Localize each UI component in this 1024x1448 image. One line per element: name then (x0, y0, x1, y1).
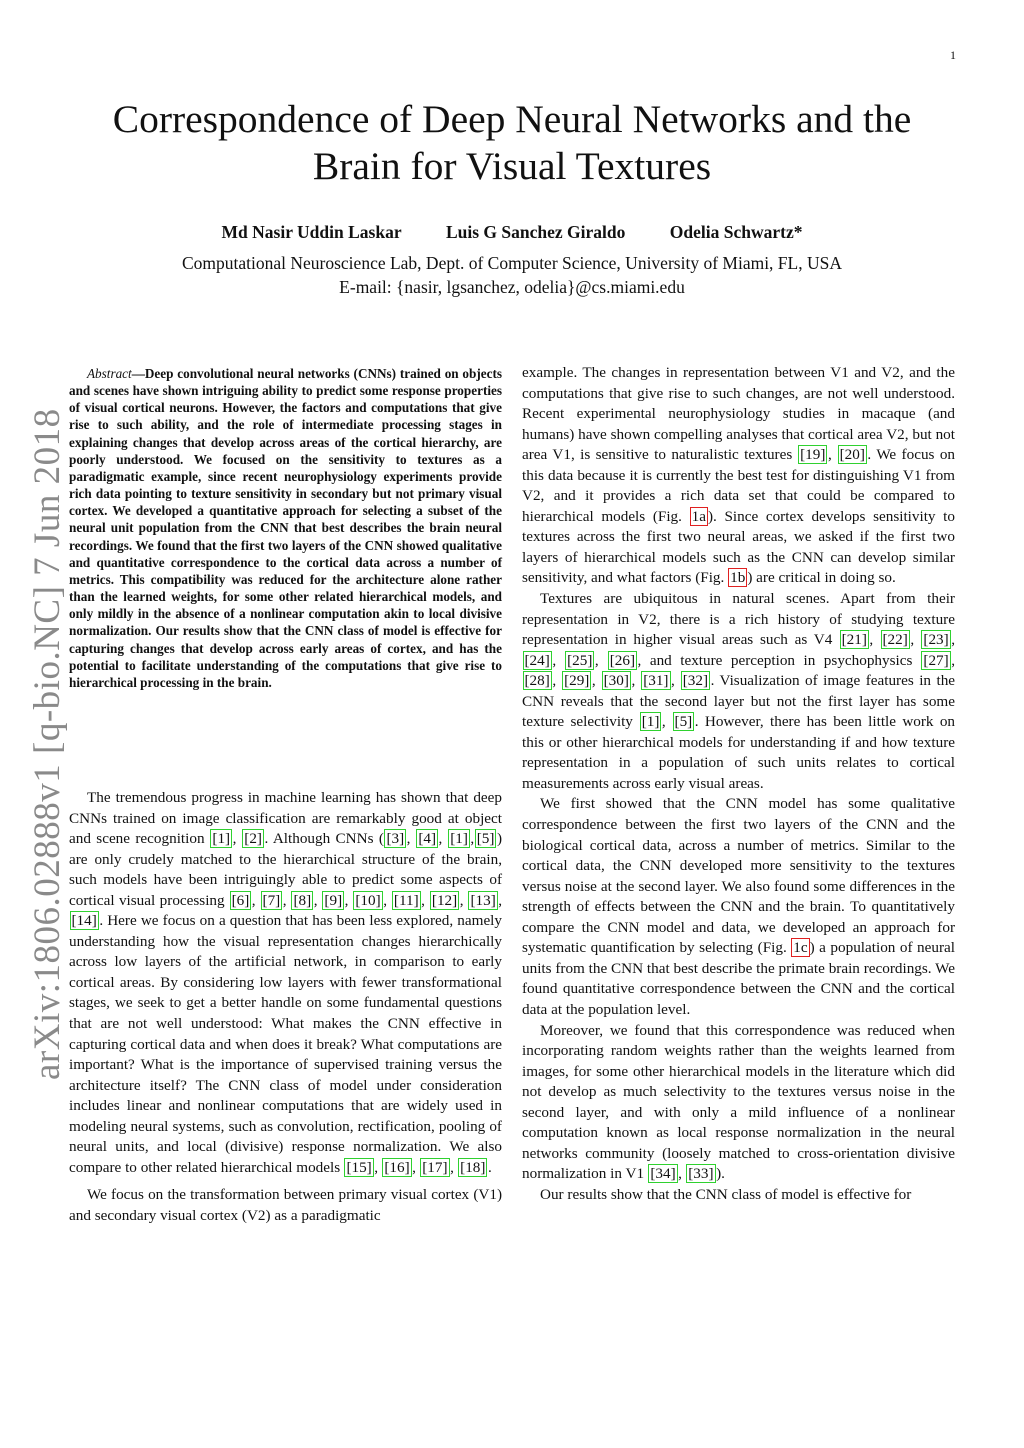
title-line-1: Correspondence of Deep Neural Networks and the (112, 97, 912, 141)
citation-link[interactable]: [32] (682, 672, 709, 690)
text-run: , (594, 651, 608, 669)
text-run: , (661, 713, 673, 731)
text-run: , (282, 891, 291, 909)
citation-link[interactable]: [20] (839, 446, 865, 464)
text-run: ). (716, 1165, 725, 1183)
figure-reference-link[interactable]: 1b (730, 569, 746, 587)
text-run: , (450, 1158, 458, 1176)
text-run: , (552, 672, 562, 690)
text-run: , (313, 891, 322, 909)
citation-link[interactable]: [7] (262, 891, 281, 909)
citation-link[interactable]: [29] (564, 672, 590, 690)
citation-link[interactable]: [33] (688, 1165, 714, 1183)
citation-link[interactable]: [5] (476, 830, 495, 848)
left-column-body (69, 788, 502, 1226)
text-run: . We focus on this data because it is currently the best test for distinguishing V1 from V2, and it provides a rich data set that could be compared to hierarchical models (Fig. (522, 446, 956, 525)
body-paragraph (522, 1185, 955, 1206)
citation-link[interactable]: [17] (422, 1158, 448, 1176)
citation-link[interactable]: [1] (450, 830, 468, 848)
citation-link[interactable]: [19] (800, 446, 826, 464)
body-paragraph (69, 788, 502, 1178)
text-run: , (498, 891, 503, 909)
citation-link[interactable]: [6] (231, 891, 250, 909)
figure-reference-link[interactable]: 1a (691, 507, 706, 525)
abstract-label: Abstract (87, 366, 132, 381)
citation-link[interactable]: [15] (346, 1158, 372, 1176)
text-run: , and texture perception in psychophysics (637, 651, 921, 669)
text-run: , (232, 830, 242, 848)
text-run: , (438, 830, 448, 848)
text-run: , (412, 1158, 420, 1176)
text-run: . Visualization of image features in the CNN reveals that the second layer but not the first layer has some texture selectivity (522, 672, 956, 731)
citation-link[interactable]: [13] (470, 891, 496, 909)
arxiv-identifier-text: arXiv:1806.02888v1 [q-bio.NC] 7 Jun 2018 (27, 408, 68, 1080)
author-name: Luis G Sanchez Giraldo (445, 222, 626, 242)
text-run: , (591, 672, 602, 690)
text-run: . However, there has been little work on this or other hierarchical models for understanding if and how texture representation in a population of such units relates to cortical measurements across early visual areas. (522, 713, 956, 792)
text-run: Textures are ubiquitous in natural scenes. Apart from their representation in V2, there is a rich history of studying texture representation in higher visual areas such as V4 (522, 590, 955, 649)
citation-link[interactable]: [8] (293, 891, 312, 909)
right-column-body (522, 363, 955, 1205)
text-run: , (951, 651, 956, 669)
text-run: , (910, 631, 921, 649)
citation-link[interactable]: [3] (386, 830, 405, 848)
citation-link[interactable]: [2] (244, 830, 262, 848)
text-run: , (552, 651, 565, 669)
citation-link[interactable]: [31] (643, 672, 669, 690)
text-run: . (487, 1158, 492, 1176)
text-run: , (869, 631, 880, 649)
text-run: , (459, 891, 468, 909)
text-run: . Here we focus on a question that has been less explored, namely understanding how the visual representation changes hierarchically across low layers of the artificial network, in comparison to early cortical areas. By considering low layers with fewer transformational stages, we seek to get a better handle on some fundamental questions that are not well understood: What makes the CNN effective in capturing cortical data and when does it break? What computations are important? What is the importance of supervised training versus the architecture itself? The CNN class of model under consideration includes linear and nonlinear computations that are widely used in modeling neural systems, such as convolution, rectification, pooling of neural units, and local (divisive) response normalization. We also compare to other related hierarchical models (69, 912, 502, 1176)
text-run: , (470, 830, 475, 848)
figure-reference-link[interactable]: 1c (793, 939, 808, 957)
body-paragraph (522, 794, 955, 1020)
text-run: , (383, 891, 392, 909)
email-line: E-mail: {nasir, lgsanchez, odelia}@cs.miami.edu (339, 277, 685, 297)
text-run: ) are critical in doing so. (747, 569, 896, 587)
text-run: ) are only crudely matched to the hierarchical structure of the brain, such models have been intriguingly able to predict some aspects of cortical visual processing (69, 830, 502, 909)
text-run: , (374, 1158, 382, 1176)
text-run: The tremendous progress in machine learning has shown that deep CNNs trained on image classification are remarkably good at object and scene recognition (69, 789, 502, 848)
body-paragraph (522, 589, 955, 794)
citation-link[interactable]: [9] (324, 891, 343, 909)
author-list (60, 222, 964, 243)
text-run: ). Since cortex develops sensitivity to textures across the first two neural areas, we asked if the first two layers of hierarchical models such as the CNN can develop similar sensitivity, and what factors (Fig. (522, 507, 955, 587)
citation-link[interactable]: [21] (841, 631, 867, 649)
text-run: Moreover, we found that this correspondence was reduced when incorporating random weights rather than the weights learned from images, for some other hierarchical models in the literature which did not develop as much selectivity to the textures versus noise in the second layer, and with only a mild influence of a nonlinear computation known as local response normalization in the neural networks community (loosely matched to cross-orientation divisive normalization in V1 (522, 1021, 955, 1183)
citation-link[interactable]: [22] (882, 631, 908, 649)
citation-link[interactable]: [30] (603, 672, 629, 690)
citation-link[interactable]: [27] (923, 651, 949, 669)
text-run: , (406, 830, 416, 848)
text-run: , (344, 891, 353, 909)
text-run: , (827, 446, 838, 464)
text-run: ) a population of neural units from the CNN that best describe the primate brain recordings. We found quantitative correspondence between the CNN and the cortical data at the population level. (522, 939, 955, 1018)
text-run: . Although CNNs ( (264, 830, 384, 848)
text-run: , (631, 672, 641, 690)
text-run: example. The changes in representation between V1 and V2, and the computations that give rise to such changes, are not well understood. Recent experimental neurophysiology studies in macaque (and humans) have shown compelling analyses that cortical area V2, but not area V1, is sensitive to naturalistic textures (522, 364, 955, 464)
citation-link[interactable]: [10] (355, 891, 381, 909)
affiliation-block (60, 251, 964, 299)
citation-link[interactable]: [26] (609, 651, 636, 669)
text-run: We first showed that the CNN model has some qualitative correspondence between the first two layers of the CNN and the biological cortical data, across a number of metrics. Similar to the cortical data, the CNN developed more sensitivity to the textures versus noise at the second layer. We also found some differences in the strength of effects between the CNN and the brain. To quantitatively compare the CNN model and data, we developed an approach for systematic quantification by selecting (Fig. (522, 795, 955, 957)
citation-link[interactable]: [23] (923, 631, 949, 649)
title-line-2: Brain for Visual Textures (312, 144, 712, 188)
text-run: , (671, 672, 681, 690)
citation-link[interactable]: [1] (212, 830, 231, 848)
author-name: Odelia Schwartz* (669, 222, 803, 242)
text-run: , (951, 631, 955, 649)
citation-link[interactable]: [12] (431, 891, 458, 909)
citation-link[interactable]: [18] (460, 1158, 486, 1176)
citation-link[interactable]: [28] (524, 672, 550, 690)
author-name: Md Nasir Uddin Laskar (221, 222, 402, 242)
citation-link[interactable]: [34] (650, 1165, 676, 1183)
citation-link[interactable]: [4] (418, 830, 437, 848)
citation-link[interactable]: [1] (641, 713, 660, 731)
citation-link[interactable]: [5] (674, 713, 693, 731)
text-run: We focus on the transformation between primary visual cortex (V1) and secondary visual cortex (V2) as a paradigmatic (69, 1186, 502, 1224)
citation-link[interactable]: [24] (524, 651, 550, 669)
body-paragraph (522, 363, 955, 589)
citation-link[interactable]: [11] (393, 891, 419, 909)
citation-link[interactable]: [25] (567, 651, 593, 669)
text-run: Our results show that the CNN class of model is effective for (540, 1185, 912, 1203)
body-paragraph (522, 1021, 955, 1185)
page-number: 1 (950, 48, 956, 62)
text-run: , (421, 891, 430, 909)
abstract (69, 365, 502, 691)
citation-link[interactable]: [16] (384, 1158, 410, 1176)
affiliation: Computational Neuroscience Lab, Dept. of Computer Science, University of Miami, FL, USA (181, 253, 842, 273)
citation-link[interactable]: [14] (71, 912, 97, 930)
paper-title (60, 96, 964, 190)
text-run: , (678, 1165, 686, 1183)
body-paragraph (69, 1185, 502, 1226)
text-run: , (251, 891, 261, 909)
abstract-text: —Deep convolutional neural networks (CNNs) trained on objects and scenes have shown intriguing ability to predict some response properties of visual cortical neurons. However, the factors and computations that give rise to such ability, and the role of intermediate processing stages in explaining changes that develop across areas of the cortical hierarchy, are poorly understood. We focused on the sensitivity to textures as a paradigmatic example, since recent neurophysiology experiments provide rich data pointing to texture sensitivity in secondary but not primary visual cortex. We developed a quantitative approach for selecting a subset of the neural unit population from the CNN that best describes the brain neural recordings. We found that the first two layers of the CNN showed qualitative and quantitative correspondence to the cortical data across a number of metrics. This compatibility was reduced for the architecture alone rather than the learned weights, for some other related hierarchical models, and only mildly in the absence of a nonlinear computation akin to local divisive normalization. Our results show that the CNN class of model is effective for capturing changes that develop across early areas of cortex, and has the potential to facilitate understanding of the computations that give rise to hierarchical processing in the brain. (69, 366, 502, 690)
